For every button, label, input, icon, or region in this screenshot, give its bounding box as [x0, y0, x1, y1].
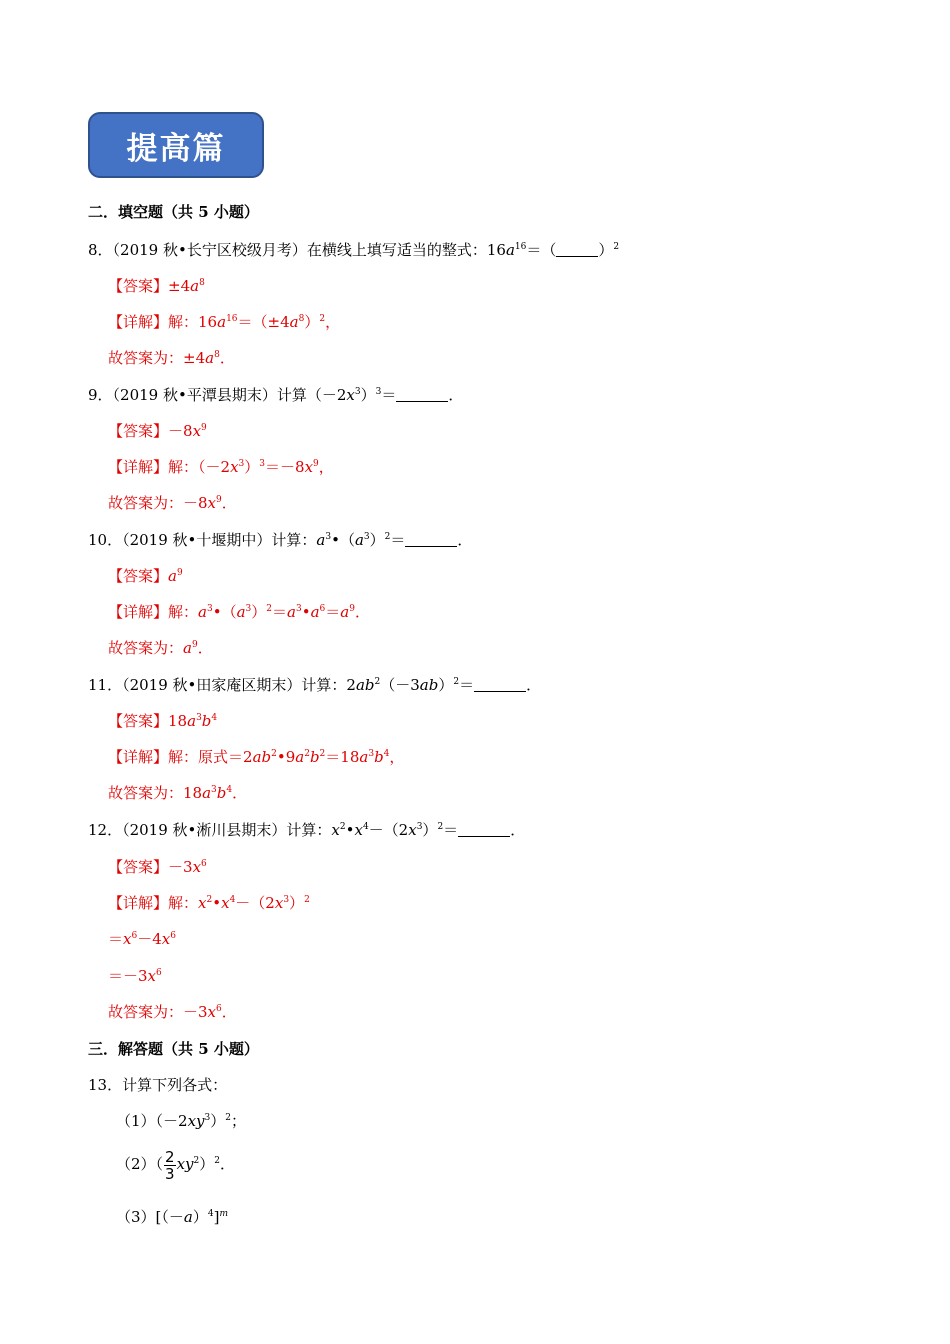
question-8: 8．（2019 秋•长宁区校级月考）在横线上填写适当的整式：$16a^{16}=$（ ）$^2$: [88, 241, 620, 259]
answer-10: 【答案】$a^9$: [108, 567, 183, 585]
detail-9: 【详解】解：$(-2x^3)^3=-8x^9$，: [108, 458, 334, 476]
answer-9: 【答案】$-8x^9$: [108, 422, 207, 440]
question-13-part-1: $(1)(-2xy^3)^2$；: [116, 1112, 247, 1130]
final-11: 故答案为：$18a^3b^4$．: [108, 784, 248, 802]
question-13-part-2: （2）（ $\frac{2}{3}$ $xy^2)^2$．: [116, 1147, 236, 1183]
question-13-part-3: $(3)[(-a)^4]^m$: [116, 1208, 229, 1226]
final-9: 故答案为：$-8x^9$．: [108, 494, 237, 512]
section-heading-solve: 三．解答题（共 5 小题）: [88, 1040, 259, 1058]
question-13: 13．计算下列各式：: [88, 1076, 228, 1094]
detail-12: 【详解】解：$x^2•x^4-(2x^3)^2$: [108, 894, 310, 912]
detail-10: 【详解】解：$a^3•(a^3)^2=a^3•a^6=a^9$．: [108, 603, 370, 621]
final-12: 故答案为：$-3x^6$．: [108, 1003, 237, 1021]
section-badge: 提高篇: [88, 112, 264, 178]
fraction-two-thirds: $\frac{2}{3}$: [165, 1147, 175, 1183]
question-9: 9．（2019 秋•平潭县期末）计算$(-2x^3)^3=$ ．: [88, 386, 464, 404]
question-11: 11．（2019 秋•田家庵区期末）计算：$2ab^2(-3ab)^2=$ ．: [88, 676, 542, 694]
detail-11: 【详解】解：原式$=2ab^2•9a^2b^2=18a^3b^4$，: [108, 748, 405, 766]
question-12: 12．（2019 秋•淅川县期末）计算：$x^2•x^4-(2x^3)^2=$ ．: [88, 821, 526, 839]
final-8: 故答案为：$\pm 4a^8$．: [108, 349, 235, 367]
question-10: 10．（2019 秋•十堰期中）计算：$a^3•(a^3)^2=$ ．: [88, 531, 473, 549]
answer-12: 【答案】$-3x^6$: [108, 858, 207, 876]
step-12-1: $=x^6-4x^6$: [108, 930, 176, 948]
detail-8: 【详解】解：$16a^{16}=(\pm 4a^8)^2$，: [108, 313, 341, 331]
answer-11: 【答案】$18a^3b^4$: [108, 712, 218, 730]
step-12-2: $=-3x^6$: [108, 967, 162, 985]
section-heading-fill-in: 二．填空题（共 5 小题）: [88, 203, 259, 221]
answer-8: 【答案】$\pm 4a^8$: [108, 277, 205, 295]
final-10: 故答案为：$a^9$．: [108, 639, 213, 657]
